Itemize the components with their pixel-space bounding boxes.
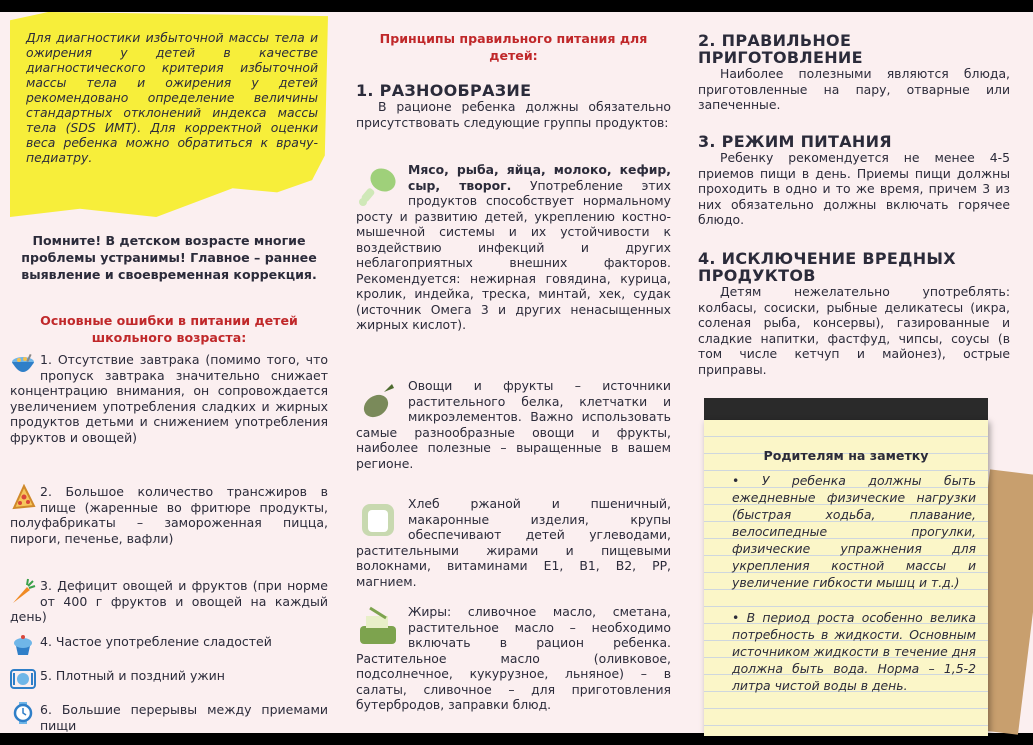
food-text: Жиры: сливочное масло, сметана, растительное масло – необходимо включать в рацион ребенка. Растительное масло (оливковое, подсолнечное, кукурузное, льняное) – в салаты, сливочное – для приготовления бутербродов, заправки блюд.: [356, 604, 671, 712]
intro-text: Для диагностики избыточной массы тела и ожирения у детей в качестве диагностического критерия избыточной массы тела и ожирения у детей рекомендовано определение величины стандартных отклонений индекса массы тела (SDS ИМТ). Для корректной оценки веса ребенка можно обратиться к врачу-педиатру.: [26, 30, 318, 165]
food-bold: Мясо, рыба, яйца, молоко, кефир, сыр, творог.: [408, 162, 671, 193]
section-text: Ребенку рекомендуется не менее 4-5 приемов пищи в день. Приемы пищи должны проходить в одно и то же время, причем 3 из них обязательно должны включать горячее блюдо.: [698, 150, 1010, 227]
error-item: [10, 352, 328, 445]
food-group-vegetables: [356, 378, 671, 471]
error-text: 4. Частое употребление сладостей: [40, 634, 272, 649]
section-exclusion: [698, 250, 1010, 377]
error-text: 6. Большие перерывы между приемами пищи: [40, 702, 328, 733]
error-text: 2. Большое количество трансжиров в пище (жаренные во фритюре продукты, полуфабрикаты – замороженная пицца, пироги, печенье, вафли): [10, 484, 328, 546]
food-text: Овощи и фрукты – источники растительного белка, клетчатки и микроэлементов. Важно использовать самые разнообразные овощи и фрукты, наиболее полезные – выращенные в вашем регионе.: [356, 378, 671, 471]
watch-icon: [10, 702, 36, 724]
note-item: • У ребенка должны быть ежедневные физические нагрузки (быстрая ходьба, плавание, велосипедные прогулки, физические упражнения для укрепления костной массы и увеличение гибкости мышц и т.д.): [732, 473, 976, 590]
drumstick-icon: [356, 162, 400, 208]
error-item: [10, 634, 328, 656]
food-group-protein: [356, 162, 671, 333]
error-item: [10, 484, 328, 546]
section-heading: 1. РАЗНООБРАЗИЕ: [356, 81, 532, 100]
error-item: [10, 668, 328, 690]
eggplant-icon: [356, 378, 400, 424]
note-paper: [704, 420, 988, 736]
remember-note: Помните! В детском возрасте многие проблемы устранимы! Главное – раннее выявление и своевременная коррекция.: [21, 233, 317, 282]
bread-icon: [356, 496, 400, 542]
section-heading: 4. ИСКЛЮЧЕНИЕ ВРЕДНЫХ ПРОДУКТОВ: [698, 249, 956, 285]
error-text: 3. Дефицит овощей и фруктов (при норме от 400 г фруктов и овощей на каждый день): [10, 578, 328, 624]
carrot-icon: [10, 578, 36, 606]
error-item: [10, 578, 328, 625]
section-text: Наиболее полезными являются блюда, приготовленные на пару, отварные или запеченные.: [698, 66, 1010, 112]
section-heading: 3. РЕЖИМ ПИТАНИЯ: [698, 132, 892, 151]
food-group-grains: [356, 496, 671, 589]
food-text: Хлеб ржаной и пшеничный, макаронные изделия, крупы обеспечивают детей углеводами, растительными жирами и пищевыми волокнами, витаминами Е1, В1, В2, РР, магнием.: [356, 496, 671, 589]
section-text: Детям нежелательно употреблять: колбасы, сосиски, рыбные деликатесы (икра, соленая рыба, консервы), газированные и сладкие напитки, фастфуд, чипсы, соусы (в том числе кетчуп и майонез), острые приправы.: [698, 284, 1010, 377]
note-title: Родителям на заметку: [763, 448, 929, 463]
error-text: 5. Плотный и поздний ужин: [40, 668, 225, 683]
error-item: [10, 702, 328, 733]
error-text: 1. Отсутствие завтрака (помимо того, что пропуск завтрака значительно снижает концентрацию внимания, он сопровождается увеличением употребления сладких и жирных продуктов детьми и снижением употребления фруктов и овощей): [10, 352, 328, 445]
left-column: [10, 12, 328, 733]
food-group-fats: [356, 604, 671, 713]
butter-dish-icon: [356, 604, 400, 650]
leaflet-page: [0, 12, 1033, 733]
section-cooking: [698, 32, 1010, 113]
cupcake-icon: [10, 634, 36, 656]
section-text: В рационе ребенка должны обязательно присутствовать следующие группы продуктов:: [356, 99, 671, 130]
errors-title: Основные ошибки в питании детей школьного возраста:: [40, 313, 298, 345]
section-variety: [356, 82, 671, 130]
section-heading: 2. ПРАВИЛЬНОЕ ПРИГОТОВЛЕНИЕ: [698, 31, 863, 67]
pizza-icon: [10, 484, 36, 512]
food-text: Употребление этих продуктов способствует нормальному росту и развитию детей, укреплению костно-мышечной системы и их устойчивости к воздействию инфекций и других неблагоприятных внешних факторов. Рекомендуется: нежирная говядина, курица, кролик, индейка, треска, минтай, хек, судак (источник Омега 3 и других ненасыщенных жирных кислот).: [356, 177, 671, 332]
dinner-plate-icon: [10, 668, 36, 690]
cereal-bowl-icon: [10, 352, 36, 380]
note-item: • В период роста особенно велика потребность в жидкости. Основным источником жидкости в течение дня должна быть вода. Норма – 1,5-2 литра чистой воды в день.: [732, 610, 976, 693]
parents-note: [704, 398, 988, 736]
section-regime: [698, 133, 1010, 228]
principles-title: Принципы правильного питания для детей:: [379, 31, 648, 63]
